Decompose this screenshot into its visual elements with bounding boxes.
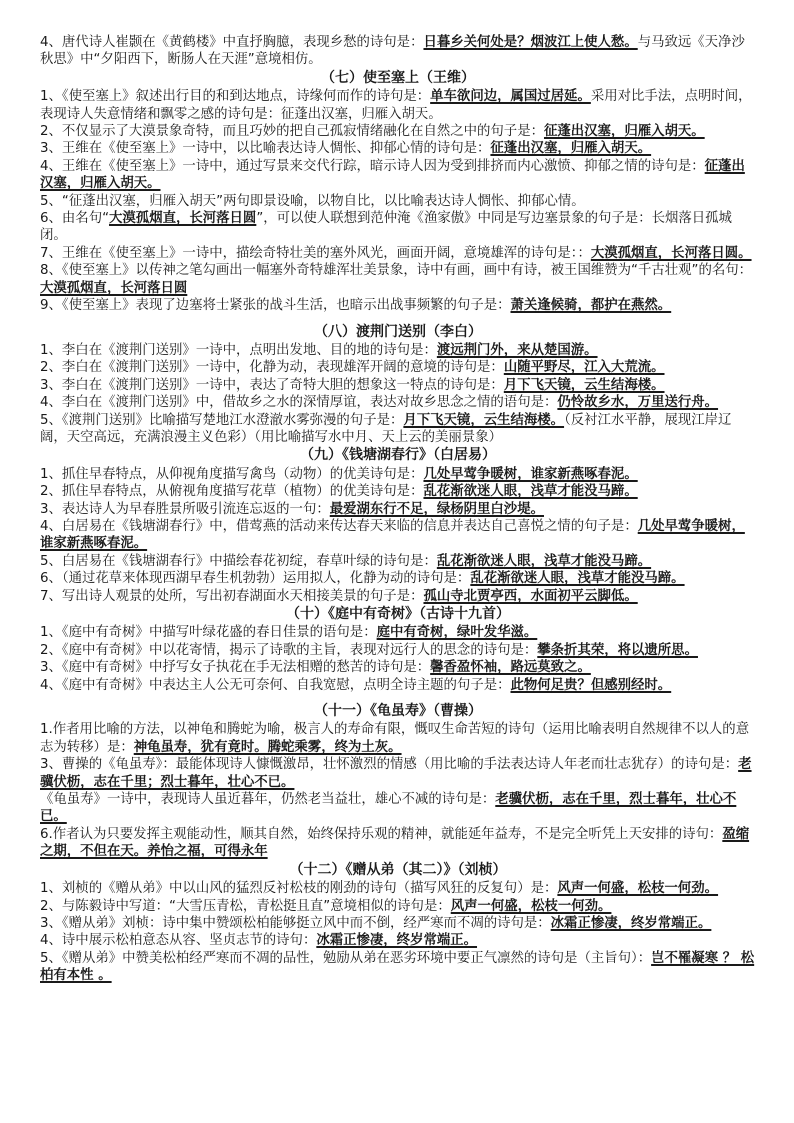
question-text: 3、表达诗人为早春胜景所吸引流连忘返的一句： — [40, 501, 330, 517]
question-text: 5、《渡荆门送别》比喻描写楚地江水澄澈水雾弥漫的句子是： — [40, 412, 404, 428]
question-item — [40, 88, 756, 123]
answer-text: 仍怜故乡水，万里送行舟。 — [557, 395, 719, 411]
question-item — [40, 158, 756, 193]
answer-text: 几处早莺争暖树，谁家新燕啄春泥。 — [40, 518, 745, 552]
question-text: 3、《赠从弟》刘桢：诗中集中赞颂松柏能够挺立风中而不倒，经严寒而不凋的诗句是： — [40, 915, 551, 931]
answer-text: 老骥伏枥，志在千里；烈士暮年，壮心不已。 — [40, 757, 752, 790]
answer-text: 攀条折其荣，将以遗所思。 — [537, 642, 698, 658]
question-item — [40, 359, 756, 376]
question-item — [40, 624, 756, 641]
answer-text: 征蓬出汉塞，归雁入胡天。 — [40, 158, 745, 192]
answer-text: 大漠孤烟直，长河落日圆 — [109, 211, 257, 227]
answer-text: 岂不罹凝寒 ？ 松柏有本性 。 — [40, 950, 755, 984]
answer-text: 乱花渐欲迷人眼，浅草才能没马蹄。 — [436, 553, 652, 569]
question-item — [40, 898, 756, 915]
question-item — [40, 553, 756, 570]
question-tail: ”，可以使人联想到范仲淹《渔家傲》中同是写边塞景象的句子是：长烟落日孤城闭。 — [40, 211, 732, 244]
question-item — [40, 193, 756, 210]
answer-text: 山随平野尽，江入大荒流。 — [503, 360, 665, 376]
question-item — [40, 570, 756, 587]
question-item — [40, 677, 756, 694]
question-text: 1、李白在《渡荆门送别》一诗中，点明出发地、目的地的诗句是： — [40, 342, 437, 358]
section-heading: （七）使至塞上（王维） — [321, 69, 475, 86]
question-text: 9、《使至塞上》表现了边塞将士紧张的战斗生活，也暗示出战事频繁的句子是： — [40, 298, 511, 314]
question-text: 4、唐代诗人崔颢在《黄鹤楼》中直抒胸臆，表现乡愁的诗句是： — [40, 35, 424, 50]
question-item — [40, 915, 756, 932]
answer-text: 神龟虽寿，犹有竟时。腾蛇乘雾，终为土灰。 — [133, 739, 402, 755]
question-text: 8、《使至塞上》以传神之笔勾画出一幅塞外奇特雄浑壮美景象，诗中有画，画中有诗，被王国维赞为“千古壮观”的名句： — [40, 263, 753, 279]
question-item — [40, 826, 756, 861]
question-item — [40, 642, 756, 659]
answer-text: 征蓬出汉塞，归雁入胡天。 — [490, 141, 652, 157]
question-text: 1、《使至塞上》叙述出行目的和到达地点，诗缘何而作的诗句是： — [40, 89, 431, 105]
answer-text: 乱花渐欲迷人眼，浅草才能没马蹄。 — [470, 571, 685, 587]
answer-text: 冰霜正惨凄，终岁常端正。 — [316, 933, 478, 949]
question-item — [40, 791, 756, 826]
answer-text: 大漠孤烟直，长河落日圆 — [40, 280, 188, 296]
question-item — [40, 245, 756, 262]
answer-text: 风声一何盛，松枝一何劲。 — [557, 881, 719, 897]
question-text: 3、李白在《渡荆门送别》一诗中，表达了奇特大胆的想象这一特点的诗句是： — [40, 377, 504, 393]
question-item — [40, 932, 756, 949]
question-item — [40, 950, 756, 985]
answer-text: 渡远荆门外，来从楚国游。 — [436, 342, 598, 358]
question-text: 1、刘桢的《赠从弟》中以山风的猛烈反衬松枝的刚劲的诗句（描写风狂的反复句）是： — [40, 881, 558, 897]
answer-text: 乱花渐欲迷人眼，浅草才能没马蹄。 — [423, 484, 638, 500]
question-item — [40, 659, 756, 676]
question-item — [40, 518, 756, 553]
question-text: 4、《庭中有奇树》中表达主人公无可奈何、自我宽慰，点明全诗主题的句子是： — [40, 677, 511, 693]
answer-text: 单车欲问边，属国过居延。 — [430, 89, 591, 105]
question-item — [40, 880, 756, 897]
answer-text: 盈缩之期，不但在天。养怡之福，可得永年 — [40, 826, 750, 860]
question-item — [40, 34, 756, 69]
question-item — [40, 721, 756, 756]
question-text: 3、王维在《使至塞上》一诗中，以比喻表达诗人惆怅、抑郁心情的诗句是： — [40, 141, 491, 157]
question-item — [40, 377, 756, 394]
answer-text: 萧关逢候骑，都护在燕然。 — [510, 298, 672, 314]
question-text: 6、由名句“ — [40, 211, 110, 227]
question-item — [40, 297, 756, 314]
question-item — [40, 140, 756, 157]
section-gap — [40, 694, 756, 702]
question-tail: 采用对比手法，点明时间，表现诗人失意情绪和飘零之感的诗句是：征蓬出汉塞，归雁入胡天。 — [40, 89, 752, 122]
question-text: 4、白居易在《钱塘湖春行》中，借莺燕的活动来传达春天来临的信息并表达自己喜悦之情的句子是： — [40, 518, 638, 534]
question-item — [40, 756, 756, 791]
question-text: 2、抓住早春特点，从俯视角度描写花草（植物）的优美诗句是： — [40, 484, 424, 500]
question-text: 6.作者认为只要发挥主观能动性，顺其自然，始终保持乐观的精神，就能延年益寿，不是完全听凭上天安排的诗句： — [40, 826, 723, 842]
question-item — [40, 412, 756, 447]
answer-text: 庭中有奇树，绿叶发华滋。 — [376, 625, 538, 641]
question-text: 2、《庭中有奇树》中以花寄情，揭示了诗歌的主旨，表现对远行人的思念的诗句是： — [40, 642, 538, 658]
question-item — [40, 210, 756, 245]
question-text: 3、曹操的《龟虽寿》：最能体现诗人慷慨激昂，壮怀激烈的情感（用比喻的手法表达诗人年老而壮志犹存）的诗句是： — [40, 757, 739, 773]
question-item — [40, 501, 756, 518]
answer-text: 老骥伏枥，志在千里，烈士暮年，壮心不已。 — [40, 792, 737, 825]
question-item — [40, 342, 756, 359]
answer-text: 馨香盈怀袖，路远莫致之。 — [430, 660, 591, 676]
answer-text: 征蓬出汉塞，归雁入胡天。 — [543, 124, 705, 140]
answer-text: 月下飞天镜，云生结海楼。 — [503, 377, 665, 393]
answer-text: 几处早莺争暖树，谁家新燕啄春泥。 — [423, 466, 638, 482]
question-text: 4、王维在《使至塞上》一诗中，通过写景来交代行踪，暗示诗人因为受到排挤而内心激愤、抑郁之情的诗句是： — [40, 158, 705, 174]
question-text: 1、抓住早春特点，从仰视角度描写禽鸟（动物）的优美诗句是： — [40, 466, 424, 482]
answer-text: 日暮乡关何处是？烟波江上使人愁。 — [423, 35, 638, 50]
question-item — [40, 123, 756, 140]
answer-text: 月下飞天镜，云生结海楼。 — [403, 412, 565, 428]
question-text: 7、写出诗人观景的处所，写出初春湖面水天相接美景的句子是： — [40, 588, 424, 604]
question-item — [40, 588, 756, 605]
answer-text: 最爱湖东行不足，绿杨阴里白沙堤。 — [329, 501, 544, 517]
question-text: 7、王维在《使至塞上》一诗中，描绘奇特壮美的塞外风光，画面开阔，意境雄浑的诗句是：： — [40, 245, 591, 261]
question-text: 1.作者用比喻的方法，以神龟和腾蛇为喻，极言人的寿命有限，慨叹生命苦短的诗句（运用比喻表明自然规律不以人的意志为转移）是： — [40, 722, 750, 755]
question-item — [40, 262, 756, 297]
question-text: 2、与陈毅诗中写道：“大雪压青松，青松挺且直”意境相似的诗句是： — [40, 898, 451, 914]
question-text: 5、《赠从弟》中赞美松柏经严寒而不凋的品性，勉励从弟在恶劣环境中要正气凛然的诗句是（主旨句）： — [40, 950, 652, 966]
question-text: 6、（通过花草来体现西湖早春生机勃勃）运用拟人，化静为动的诗句是： — [40, 571, 471, 587]
answer-text: 孤山寺北贾亭西，水面初平云脚低。 — [423, 588, 638, 604]
question-item — [40, 394, 756, 411]
question-text: 5、“征蓬出汉塞，归雁入胡天”两句即景设喻，以物自比，以比喻表达诗人惆怅、抑郁心情。 — [40, 193, 585, 209]
answer-text: 此物何足贵？但感别经时。 — [510, 677, 672, 693]
question-text: 1、《庭中有奇树》中描写叶绿花盛的春日佳景的语句是： — [40, 625, 377, 641]
section-heading: （八）渡荆门送别（李白） — [314, 323, 482, 340]
section-gap — [40, 315, 756, 323]
section-heading: （十二）《赠从弟（其二）》（刘桢） — [289, 861, 507, 878]
question-item — [40, 466, 756, 483]
question-text: 2、不仅显示了大漠景象奇特，而且巧妙的把自己孤寂情绪融化在自然之中的句子是： — [40, 124, 544, 140]
question-item — [40, 483, 756, 500]
section-heading: （十）《庭中有奇树》（古诗十九首） — [286, 606, 510, 622]
section-heading: （十一）《龟虽寿》（曹操） — [314, 703, 482, 720]
answer-text: 冰霜正惨凄，终岁常端正。 — [550, 915, 712, 931]
question-tail: （反衬江水平静，展现江岸辽阔，天空高远，充满浪漫主义色彩）（用比喻描写水中月、天上云的美丽景象） — [40, 412, 732, 445]
question-tail: 与马致远《天净沙 秋思》中“夕阳西下，断肠人在天涯”意境相仿。 — [40, 35, 745, 68]
answer-text: 大漠孤烟直，长河落日圆。 — [590, 245, 752, 261]
question-text: 5、白居易在《钱塘湖春行》中描绘春花初绽，春草叶绿的诗句是： — [40, 553, 437, 569]
question-text: 3、《庭中有奇树》中抒写女子执花在手无法相赠的愁苦的诗句是： — [40, 660, 431, 676]
question-text: 2、李白在《渡荆门送别》一诗中，化静为动，表现雄浑开阔的意境的诗句是： — [40, 360, 504, 376]
question-text: 4、李白在《渡荆门送别》中，借故乡之水的深情厚谊，表达对故乡思念之情的语句是： — [40, 395, 558, 411]
question-text: 4、诗中展示松柏意态从容、坚贞志节的诗句： — [40, 933, 317, 949]
answer-text: 风声一何盛，松枝一何劲。 — [450, 898, 612, 914]
section-heading: （九）《钱塘湖春行》（白居易） — [300, 447, 496, 464]
question-text: 《龟虽寿》一诗中，表现诗人虽近暮年，仍然老当益壮，雄心不减的诗句是： — [40, 792, 496, 808]
